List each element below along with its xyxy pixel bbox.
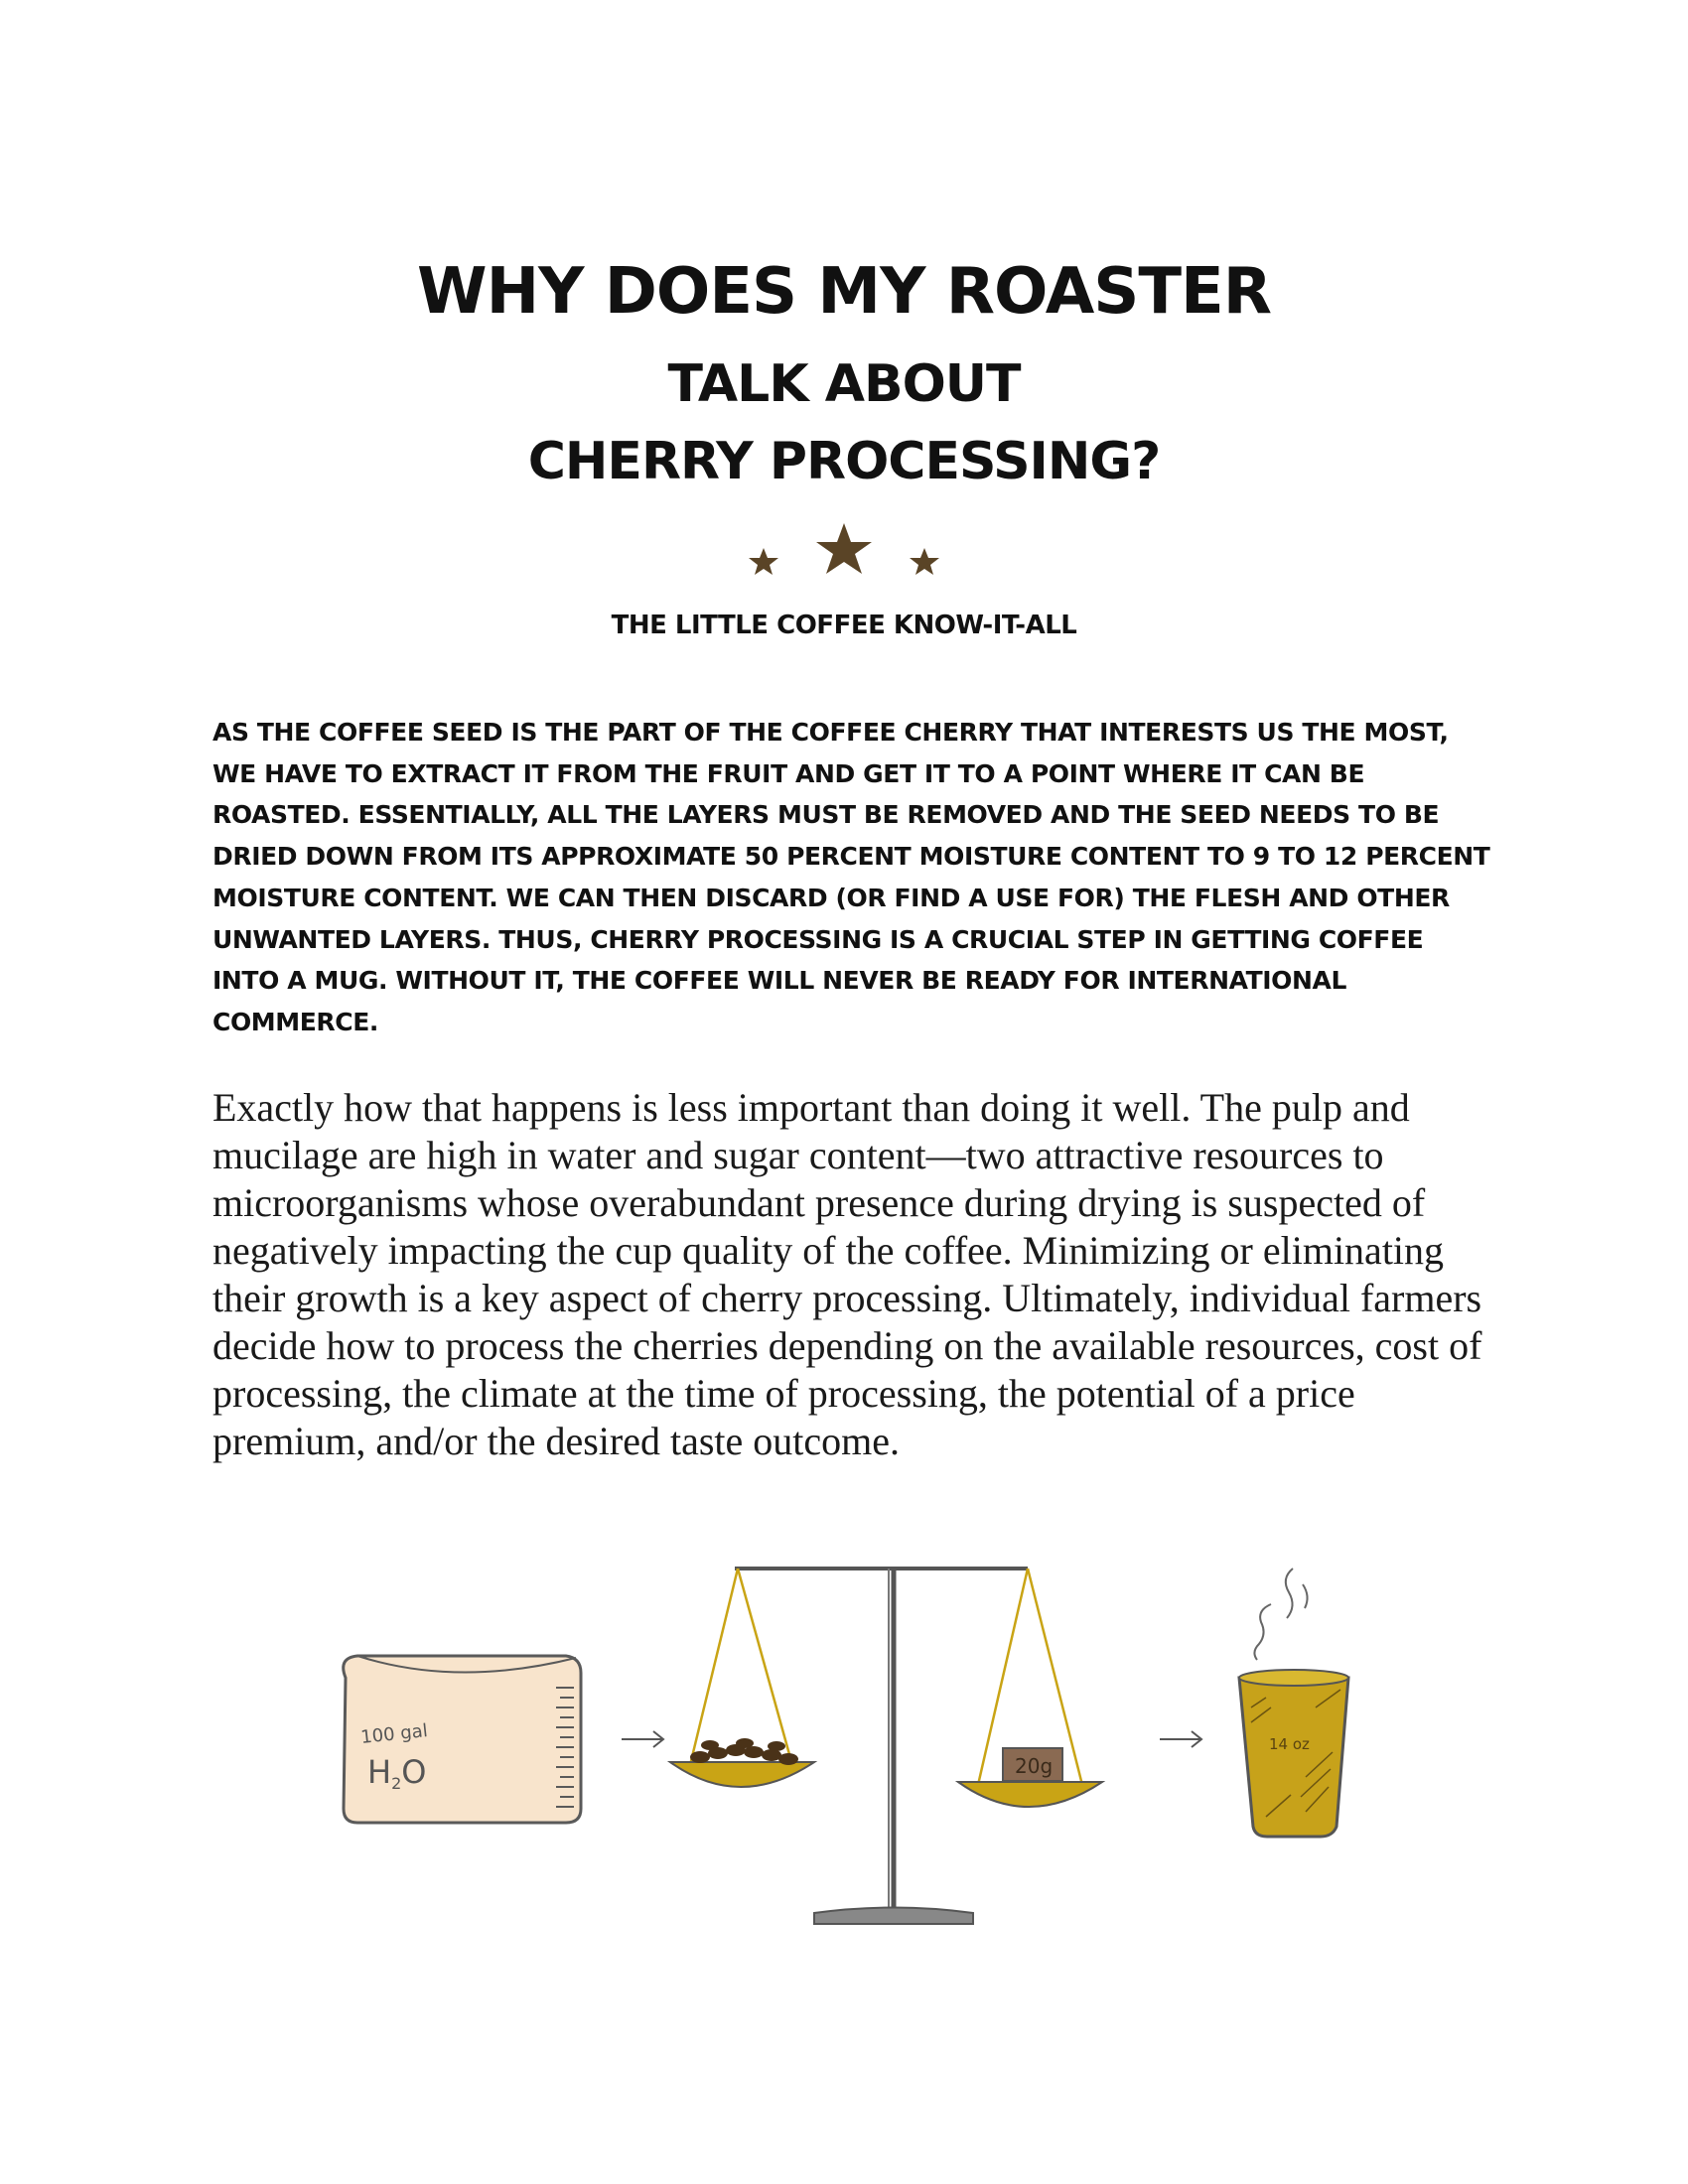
- large-star-icon: [816, 523, 872, 574]
- balance-scale-icon: [670, 1569, 1102, 1924]
- subtitle: THE LITTLE COFFEE KNOW-IT-ALL: [611, 611, 1077, 640]
- small-star-icon: [749, 548, 778, 575]
- body-paragraph: Exactly how that happens is less important than doing it well. The pulp and mucilage are high in water and sugar content—two attractive resources to microorganisms whose overabundant presence during drying is suspected of negatively impacting the cup quality of the coffee. Minimizing or eliminating their growth is a key aspect of cherry processing. Ultimately, individual farmers decide how to process the cherries depending on the available resources, cost of processing, the climate at the time of processing, the potential of a price premium, and/or the desired taste outcome.: [212, 1085, 1482, 1463]
- water-formula: H2O: [367, 1753, 427, 1793]
- cup-size-label: 14 oz: [1269, 1735, 1310, 1753]
- right-pan: [958, 1782, 1102, 1807]
- water-container-icon: [344, 1656, 581, 1823]
- title-line-2: TALK ABOUT: [667, 354, 1021, 414]
- stars-ornament: [740, 516, 948, 586]
- title-line-1: WHY DOES MY ROASTER: [417, 255, 1271, 329]
- process-illustration: [328, 1549, 1370, 1936]
- intro-paragraph: AS THE COFFEE SEED IS THE PART OF THE COFFEE CHERRY THAT INTERESTS US THE MOST, WE HAVE TO EXTRACT IT FROM THE FRUIT AND GET IT TO A POINT WHERE IT CAN BE ROASTED. ESSENTIALLY, ALL THE LAYERS MUST BE REMOVED AND THE SEED NEEDS TO BE DRIED DOWN FROM ITS APPROXIMATE 50 PERCENT MOISTURE CONTENT TO 9 TO 12 PERCENT MOISTURE CONTENT. WE CAN THEN DISCARD (OR FIND A USE FOR) THE FLESH AND OTHER UNWANTED LAYERS. THUS, CHERRY PROCESSING IS A CRUCIAL STEP IN GETTING COFFEE INTO A MUG. WITHOUT IT, THE COFFEE WILL NEVER BE READY FOR INTERNATIONAL COMMERCE.: [212, 718, 1490, 1036]
- arrow-right-icon: [622, 1731, 663, 1747]
- left-pan: [670, 1762, 814, 1787]
- small-star-icon: [910, 548, 939, 575]
- weight-label: 20g: [1015, 1754, 1054, 1778]
- steam-icon: [1254, 1569, 1307, 1660]
- title-line-3: CHERRY PROCESSING?: [527, 432, 1161, 491]
- arrow-right-icon: [1160, 1731, 1201, 1747]
- coffee-cup-icon: [1239, 1670, 1348, 1837]
- coffee-beans-icon: [690, 1738, 798, 1765]
- water-volume-label: 100 gal: [359, 1720, 429, 1748]
